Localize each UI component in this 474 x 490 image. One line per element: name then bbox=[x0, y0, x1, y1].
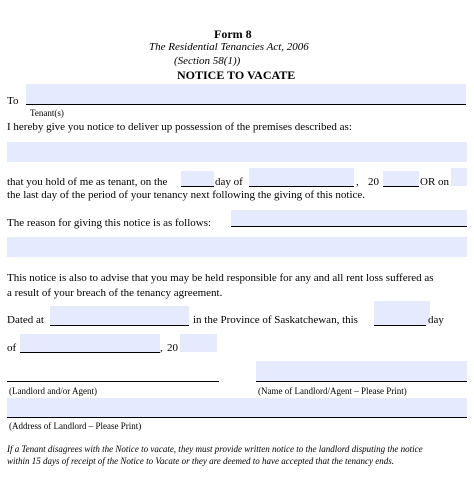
dated-at-label: Dated at bbox=[7, 314, 44, 326]
month-underline bbox=[249, 186, 354, 187]
alt-date-field[interactable] bbox=[451, 168, 467, 186]
dated-at-underline bbox=[50, 325, 189, 326]
advice-line-1: This notice is also to advise that you may be held responsible for any and all rent loss suffered as bbox=[7, 272, 434, 284]
reason-underline bbox=[231, 226, 467, 227]
dated-year-field[interactable] bbox=[180, 334, 217, 352]
day-of-label: day of bbox=[215, 176, 243, 188]
tenants-caption: Tenant(s) bbox=[30, 108, 64, 118]
day-underline bbox=[181, 186, 214, 187]
footer-line-1: If a Tenant disagrees with the Notice to vacate, they must provide written notice to the landlord disputing the notice bbox=[7, 444, 423, 454]
date-comma: , bbox=[356, 176, 359, 188]
dated-month-field[interactable] bbox=[20, 334, 160, 352]
of-label: of bbox=[7, 342, 17, 354]
landlord-name-field[interactable] bbox=[256, 361, 467, 381]
province-text: in the Province of Saskatchewan, this bbox=[193, 314, 358, 326]
to-label: To bbox=[7, 95, 19, 107]
reason-label: The reason for giving this notice is as follows: bbox=[7, 217, 212, 229]
year-prefix: 20 bbox=[368, 176, 379, 188]
tenant-name-field[interactable] bbox=[26, 84, 466, 104]
reason-field-1[interactable] bbox=[231, 210, 467, 226]
landlord-name-underline bbox=[256, 381, 467, 382]
act-name: The Residential Tenancies Act, 2006 bbox=[149, 41, 309, 53]
landlord-address-field[interactable] bbox=[7, 398, 467, 417]
form-number: Form 8 bbox=[214, 27, 252, 41]
advice-line-2: a result of your breach of the tenancy agreement. bbox=[7, 287, 223, 299]
signature-line bbox=[7, 381, 219, 382]
year-underline bbox=[383, 186, 419, 187]
day-field[interactable] bbox=[181, 171, 214, 186]
day-label: day bbox=[428, 314, 444, 326]
name-print-caption: (Name of Landlord/Agent – Please Print) bbox=[258, 386, 407, 396]
dated-day-field[interactable] bbox=[374, 301, 430, 325]
year-field[interactable] bbox=[383, 171, 419, 186]
notice-title: NOTICE TO VACATE bbox=[177, 68, 296, 82]
dated-comma: , bbox=[160, 342, 163, 354]
dated-day-underline bbox=[374, 325, 426, 326]
last-day-text: the last day of the period of your tenancy next following the giving of this notice. bbox=[7, 189, 366, 201]
dated-year-prefix: 20 bbox=[167, 342, 178, 354]
reason-field-2[interactable] bbox=[7, 237, 467, 257]
deliver-text: I hereby give you notice to deliver up possession of the premises described as: bbox=[7, 121, 352, 133]
landlord-agent-caption: (Landlord and/or Agent) bbox=[9, 386, 97, 396]
footer-line-2: within 15 days of receipt of the Notice to Vacate or they are deemed to have accepted that the tenancy ends. bbox=[7, 456, 394, 466]
address-print-caption: (Address of Landlord – Please Print) bbox=[9, 421, 142, 431]
dated-month-underline bbox=[20, 352, 160, 353]
section-reference: (Section 58(1)) bbox=[174, 55, 241, 67]
month-field[interactable] bbox=[249, 168, 354, 186]
dated-at-field[interactable] bbox=[50, 306, 189, 325]
premises-field[interactable] bbox=[7, 142, 467, 162]
hold-text: that you hold of me as tenant, on the bbox=[7, 176, 168, 188]
or-on-label: OR on bbox=[420, 176, 450, 188]
tenant-name-underline bbox=[26, 104, 466, 105]
landlord-address-underline bbox=[7, 417, 467, 418]
